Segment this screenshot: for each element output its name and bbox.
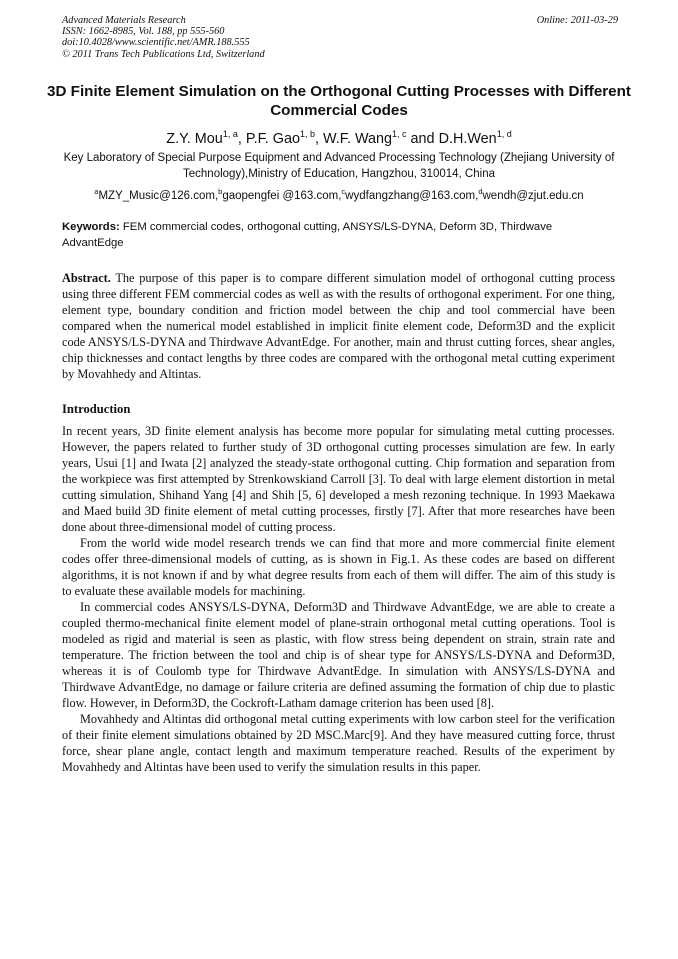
email-mark: b (218, 187, 223, 196)
author-name: W.F. Wang (322, 131, 393, 147)
author-name: P.F. Gao (245, 131, 300, 147)
online-date: Online: 2011-03-29 (536, 15, 618, 26)
abstract-label: Abstract. (62, 271, 111, 285)
paragraph: In commercial codes ANSYS/LS-DYNA, Deform3D and Thirdwave AdvantEdge, we are able to create a coupled thermo-mechanical finite element model of plane-strain orthogonal metal cutting operations. Tool is modeled as rigid and material is seen as plastic, with flow stress being dependent on strain, strain rate and temperature. The friction between the tool and chip is of shear type for ANSYS/LS-DYNA and Deform3D, whereas it is of Coulomb type for Thirdwave AdvantEdge. In simulation with ANSYS/LS-DYNA and Thirdwave AdvantEdge, no damage or failure criteria are defined assuming the formation of chip due to plastic flow. However, in Deform3D, the Cockroft-Latham damage criterion has been used [8]. (62, 600, 615, 710)
issn-line: ISSN: 1662-8985, Vol. 188, pp 555-560 (62, 26, 225, 38)
publication-header (62, 15, 618, 60)
keywords-block (62, 220, 615, 251)
email-address: wendh@zjut.edu.cn (482, 190, 584, 202)
email-address: wydfangzhang@163.com, (345, 190, 479, 202)
author-separator: and (406, 131, 439, 147)
email-mark: d (478, 187, 483, 196)
email-address: MZY_Music@126.com, (98, 190, 219, 202)
keywords-text: FEM commercial codes, orthogonal cutting, ANSYS/LS-DYNA, Deform 3D, Thirdwave AdvantEdge (62, 221, 553, 249)
author-list (40, 125, 638, 148)
email-mark: c (341, 187, 346, 196)
author-name: Z.Y. Mou (166, 131, 223, 147)
email-list (40, 184, 638, 204)
affiliation: Key Laboratory of Special Purpose Equipment and Advanced Processing Technology (Zhejiang University of Technology),Ministry of Education, Hangzhou, 310014, China (63, 152, 615, 180)
author-separator: , (237, 131, 246, 147)
author-affil-mark: 1, d (496, 129, 512, 139)
keywords-label: Keywords: (62, 221, 120, 233)
paragraph: Movahhedy and Altintas did orthogonal metal cutting experiments with low carbon steel for the verification of their finite element simulations obtained by 2D MSC.Marc[9]. And they have measured cutting force, thrust force, shear plane angle, contact length and maximum temperature reached. Results of the experiment by Movahhedy and Altintas have been used to verify the simulation results in this paper. (62, 712, 615, 774)
author-name: D.H.Wen (438, 131, 497, 147)
author-separator: , (314, 131, 323, 147)
abstract-block (62, 270, 615, 382)
author-affil-mark: 1, a (222, 129, 238, 139)
paragraph: From the world wide model research trends we can find that more and more commercial finite element codes offer three-dimensional models of cutting, as is shown in Fig.1. As these codes are based on different algorithms, it is not known if and by what degree results from each of them will differ. The aim of this study is to evaluate these available models for machining. (62, 536, 615, 598)
introduction-body (62, 423, 615, 775)
email-mark: a (94, 187, 99, 196)
abstract-text: The purpose of this paper is to compare different simulation model of orthogonal cutting process using three different FEM commercial codes as well as with the results of orthogonal experiment. For one thing, element type, boundary condition and friction model between the chip and tool commercial have been compared when the numerical model established in implicit finite element code, Deform3D and the explicit code ANSYS/LS-DYNA and Thirdwave AdvantEdge. For another, main and thrust cutting forces, shear angles, chip thicknesses and contact lengths by three codes are compared with the orthogonal metal cutting experiment by Movahhedy and Altintas. (62, 271, 615, 381)
section-heading: Introduction (62, 402, 131, 416)
email-address: gaopengfei @163.com, (222, 190, 342, 202)
doi-line: doi:10.4028/www.scientific.net/AMR.188.555 (62, 37, 250, 49)
paragraph: In recent years, 3D finite element analysis has become more popular for simulating metal cutting processes. However, the papers related to further study of 3D orthogonal cutting processes simulation are few. In early years, Usui [1] and Iwata [2] analyzed the steady-state orthogonal cutting. Chip formation and separation from the workpiece was first attempted by Strenkowskiand Carroll [3]. To deal with large element distortion in metal cutting simulation, Shihand Yang [4] and Shih [5, 6] developed a mesh rezoning technique. In 1993 Maekawa and Maed build 3D finite element of metal cutting processes, firstly [7]. After that more researches have been done about three-dimensional model of cutting process. (62, 424, 615, 534)
journal-name: Advanced Materials Research (62, 15, 186, 26)
copyright-line: © 2011 Trans Tech Publications Ltd, Switzerland (62, 48, 265, 60)
paper-title: 3D Finite Element Simulation on the Orthogonal Cutting Processes with Different Commercial Codes (47, 83, 631, 119)
author-affil-mark: 1, c (392, 129, 407, 139)
author-affil-mark: 1, b (299, 129, 315, 139)
